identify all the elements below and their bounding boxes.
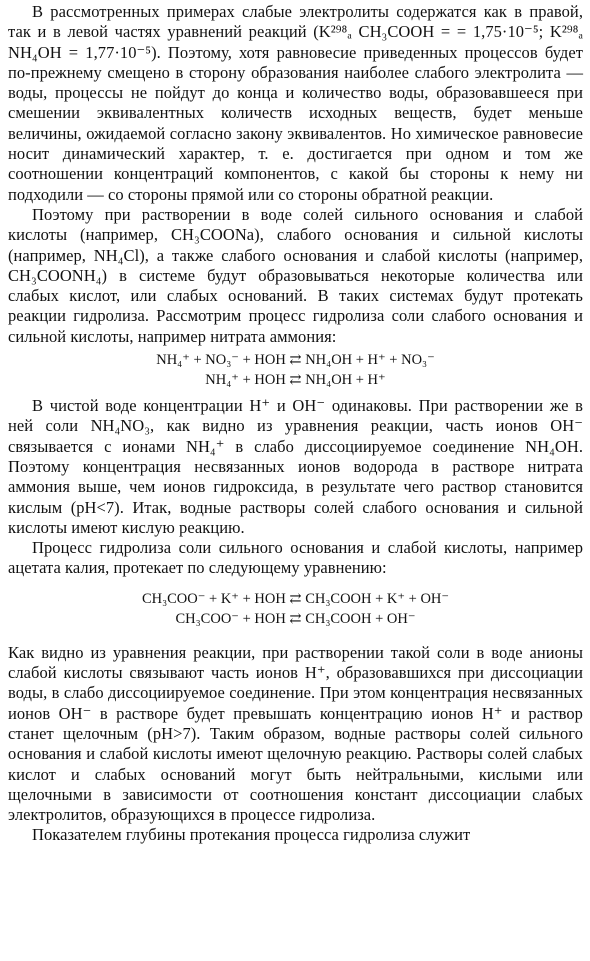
equation-ammonium-short: NH₄⁺ + HOH ⇄ NH₄OH + H⁺ bbox=[205, 372, 386, 389]
equation-block-acetate bbox=[8, 589, 583, 629]
paragraph-6: Показателем глубины протекания процесса гидролиза служит bbox=[32, 825, 471, 845]
equation-block-ammonium bbox=[8, 350, 583, 390]
paragraph-2: Поэтому при растворении в воде солей сильного основания и слабой кислоты (например, CH₃COONa), слабого основания и сильной кислоты (например, NH₄Cl), а также слабого основания и слабой кислоты (например, CH₃COONH₄) в системе будут образовываться некоторые количества или слабых кислот, или слабых оснований. В таких системах будут протекать реакции гидролиза. Рассмотрим процесс гидролиза соли слабого основания и сильной кислоты, например нитрата аммония: bbox=[8, 204, 583, 346]
equation-acetate-short: CH₃COO⁻ + HOH ⇄ CH₃COOH + OH⁻ bbox=[175, 610, 416, 627]
paragraph-5: Как видно из уравнения реакции, при растворении такой соли в воде анионы слабой кислоты связывают часть ионов H⁺, образовавшихся при диссоциации воды, в слабо диссоциируемое соединение. При этом концентрация несвязанных ионов OH⁻ в растворе будет превышать концентрацию ионов H⁺ и раствор станет щелочным (pH>7). Таким образом, водные растворы солей сильного основания и слабой кислоты имеют щелочную реакцию. Растворы солей слабых кислот и слабых оснований могут быть нейтральными, кислыми или щелочными в зависимости от соотношения констант диссоциации слабых электролитов, образующихся в процессе гидролиза. bbox=[8, 642, 583, 825]
paragraph-4: Процесс гидролиза соли сильного основания и слабой кислоты, например ацетата калия, протекает по следующему уравнению: bbox=[8, 538, 583, 578]
document-page bbox=[8, 0, 583, 846]
equation-potassium-acetate-full: CH₃COO⁻ + K⁺ + HOH ⇄ CH₃COOH + K⁺ + OH⁻ bbox=[141, 590, 450, 607]
equation-ammonium-nitrate-full: NH₄⁺ + NO₃⁻ + HOH ⇄ NH₄OH + H⁺ + NO₃⁻ bbox=[156, 352, 435, 369]
paragraph-3: В чистой воде концентрации H⁺ и OH⁻ одинаковы. При растворении же в ней соли NH₄NO₃, как видно из уравнения реакции, часть ионов OH⁻ связывается с ионами NH₄⁺ в слабо диссоциируемое соединение NH₄OH. Поэтому концентрация несвязанных ионов водорода в растворе нитрата аммония выше, чем ионов гидроксида, в результате чего раствор становится кислым (pH<7). Итак, водные растворы солей слабого основания и сильной кислоты имеют кислую реакцию. bbox=[8, 396, 583, 537]
paragraph-1: В рассмотренных примерах слабые электролиты содержатся как в правой, так и в левой частях уравнений реакций (K²⁹⁸ₐ CH₃COOH = = 1,75·10⁻⁵; K²⁹⁸ₐ NH₄OH = 1,77·10⁻⁵). Поэтому, хотя равновесие приведенных процессов будет по-прежнему смещено в сторону образования наиболее слабого электролита — воды, процессы не пойдут до конца и количество воды, образовавшееся при смешении эквивалентных количеств исходных веществ, будет меньше величины, ожидаемой согласно закону эквивалентов. Но химическое равновесие носит динамический характер, т. е. достигается при одном и том же соотношении концентраций компонентов, с какой бы стороны к нему ни подходили — со стороны прямой или со стороны обратной реакции. bbox=[8, 2, 583, 204]
